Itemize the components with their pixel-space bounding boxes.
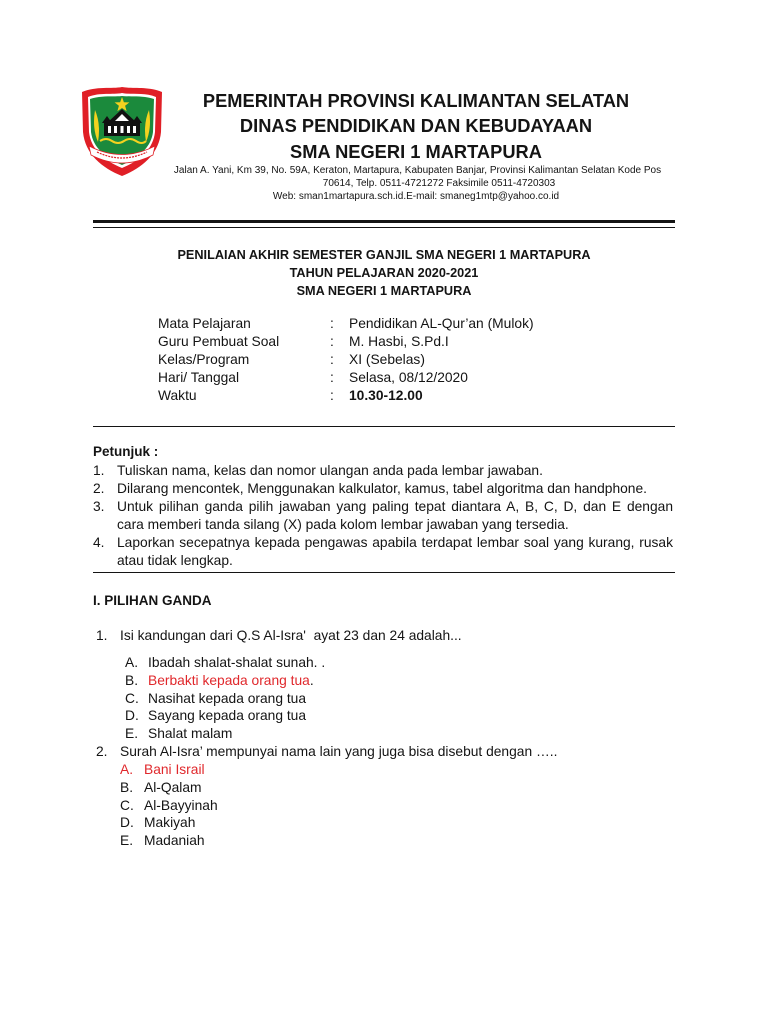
q2-option-a — [0, 761, 768, 779]
info-separator: : — [330, 316, 334, 331]
instructions-heading: Petunjuk : — [93, 444, 159, 459]
letterhead-divider-thick — [93, 220, 675, 223]
option-letter: B. — [120, 780, 134, 795]
option-letter: C. — [125, 691, 139, 706]
option-text: Sayang kepada orang tua — [148, 708, 307, 723]
instruction-text: Laporkan secepatnya kepada pengawas apabila terdapat lembar soal yang kurang, rusak — [117, 535, 673, 550]
info-value: XI (Sebelas) — [349, 352, 425, 367]
info-row-time — [0, 387, 768, 405]
option-text-wrapper — [148, 672, 314, 690]
option-letter-highlighted: A. — [120, 762, 134, 777]
info-separator: : — [330, 352, 334, 367]
info-row-date — [0, 369, 768, 387]
info-row-teacher — [0, 333, 768, 351]
question-2 — [0, 743, 768, 761]
info-row-subject — [0, 315, 768, 333]
letterhead-divider-thin — [93, 227, 675, 228]
option-letter: E. — [125, 726, 139, 741]
instruction-item — [0, 534, 768, 570]
instruction-text-continued: cara memberi tanda silang (X) pada kolom lembar jawaban yang tersedia. — [117, 517, 569, 532]
info-value: Pendidikan AL-Qur’an (Mulok) — [349, 316, 534, 331]
instruction-text: Tuliskan nama, kelas dan nomor ulangan anda pada lembar jawaban. — [117, 463, 543, 478]
instruction-number: 4. — [93, 535, 105, 550]
letterhead-government: PEMERINTAH PROVINSI KALIMANTAN SELATAN — [202, 90, 630, 111]
info-separator: : — [330, 388, 334, 403]
instruction-text: Dilarang mencontek, Menggunakan kalkulator, kamus, tabel algoritma dan handphone. — [117, 481, 647, 496]
q2-option-d — [0, 814, 768, 832]
instruction-text-continued: atau tidak lengkap. — [117, 553, 233, 568]
option-text: Makiyah — [144, 815, 196, 830]
info-label: Guru Pembuat Soal — [158, 334, 280, 349]
q1-option-d — [0, 707, 768, 725]
option-text: Al-Bayyinah — [144, 798, 218, 813]
exam-year: TAHUN PELAJARAN 2020-2021 — [289, 266, 479, 280]
info-value: Selasa, 08/12/2020 — [349, 370, 468, 385]
info-divider — [93, 426, 675, 427]
q1-option-a — [0, 654, 768, 672]
info-value: 10.30-12.00 — [349, 388, 423, 403]
letterhead-department: DINAS PENDIDIKAN DAN KEBUDAYAAN — [239, 115, 593, 136]
option-letter: C. — [120, 798, 134, 813]
option-letter: D. — [120, 815, 134, 830]
info-label: Hari/ Tanggal — [158, 370, 240, 385]
q1-option-e — [0, 725, 768, 743]
instruction-number: 2. — [93, 481, 105, 496]
option-letter: A. — [125, 655, 139, 670]
info-label: Kelas/Program — [158, 352, 250, 367]
option-letter: D. — [125, 708, 139, 723]
option-text: Ibadah shalat-shalat sunah. . — [148, 655, 326, 670]
info-separator: : — [330, 334, 334, 349]
letterhead-address: Jalan A. Yani, Km 39, No. 59A, Keraton, Martapura, Kabupaten Banjar, Provinsi Kalimantan Selatan Kode Pos — [173, 165, 662, 176]
exam-title: PENILAIAN AKHIR SEMESTER GANJIL SMA NEGERI 1 MARTAPURA — [177, 248, 591, 262]
info-value: M. Hasbi, S.Pd.I — [349, 334, 449, 349]
option-text-highlighted: Berbakti kepada orang tua — [148, 673, 310, 688]
option-letter: E. — [120, 833, 134, 848]
q2-option-e — [0, 832, 768, 850]
school-emblem — [80, 84, 164, 178]
q1-option-b — [0, 672, 768, 690]
option-text: Shalat malam — [148, 726, 233, 741]
info-label: Waktu — [158, 388, 197, 403]
instruction-text: Untuk pilihan ganda pilih jawaban yang paling tepat diantara A, B, C, D, dan E dengan — [117, 499, 673, 514]
question-text: Isi kandungan dari Q.S Al-Isra' ayat 23 dan 24 adalah... — [120, 628, 462, 643]
instruction-item — [0, 498, 768, 534]
option-text: Madaniah — [144, 833, 205, 848]
question-number: 2. — [96, 744, 108, 759]
section-title: I. PILIHAN GANDA — [93, 593, 212, 608]
instructions-divider — [93, 572, 675, 573]
instruction-number: 1. — [93, 463, 105, 478]
letterhead-web-email: Web: sman1martapura.sch.id.E-mail: smaneg1mtp@yahoo.co.id — [272, 191, 560, 202]
exam-school: SMA NEGERI 1 MARTAPURA — [296, 284, 472, 298]
option-suffix: . — [309, 673, 314, 688]
letterhead-phone: 70614, Telp. 0511-4721272 Faksimile 0511-4720303 — [322, 178, 556, 189]
q2-option-b — [0, 779, 768, 797]
letterhead-school: SMA NEGERI 1 MARTAPURA — [290, 141, 542, 162]
q2-option-c — [0, 797, 768, 815]
info-label: Mata Pelajaran — [158, 316, 251, 331]
question-number: 1. — [96, 628, 108, 643]
option-text: Nasihat kepada orang tua — [148, 691, 307, 706]
instruction-item — [0, 480, 768, 498]
option-letter: B. — [125, 673, 139, 688]
instruction-number: 3. — [93, 499, 105, 514]
info-row-class — [0, 351, 768, 369]
question-1 — [0, 627, 768, 645]
option-text-highlighted: Bani Israil — [144, 762, 205, 777]
option-text: Al-Qalam — [144, 780, 202, 795]
question-text: Surah Al-Isra’ mempunyai nama lain yang juga bisa disebut dengan ….. — [120, 744, 558, 759]
instruction-item — [0, 462, 768, 480]
q1-option-c — [0, 690, 768, 708]
info-separator: : — [330, 370, 334, 385]
